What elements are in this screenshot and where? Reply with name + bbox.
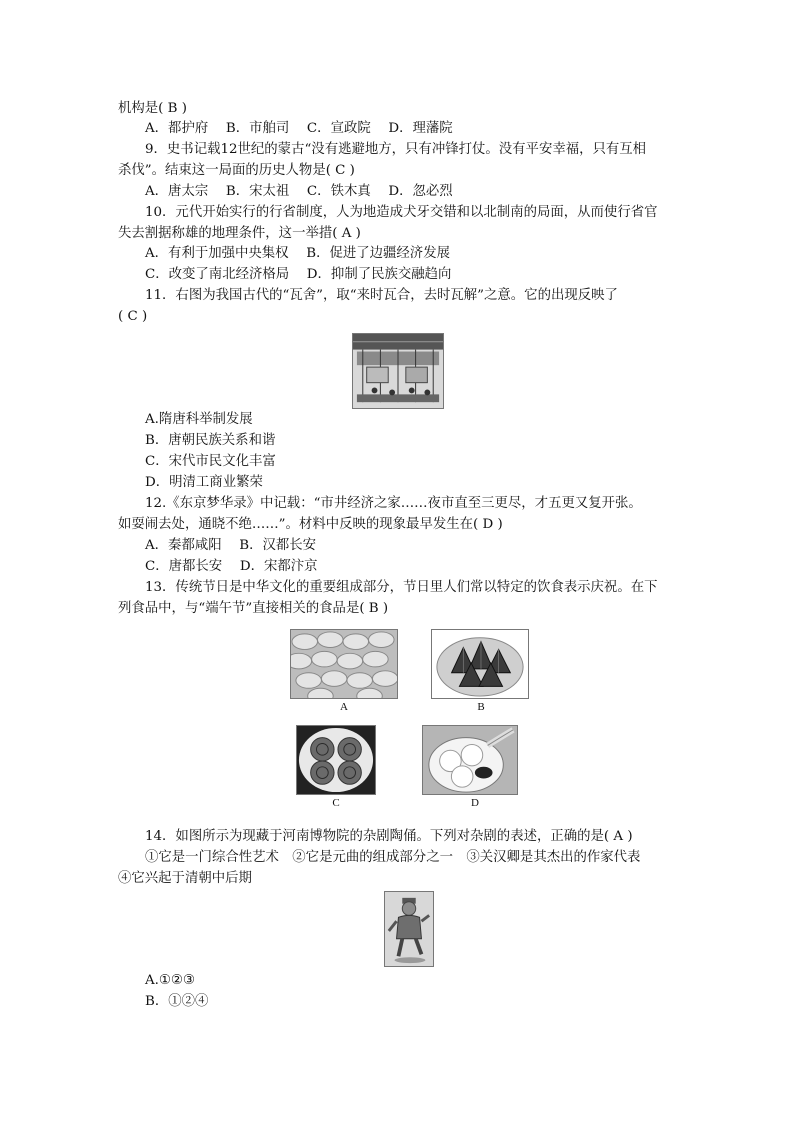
q10-stem-cont: 失去割据称雄的地理条件，这一举措( A ) <box>118 226 361 241</box>
q12-stem: 12.《东京梦华录》中记载：“市井经济之家……夜市直至三更尽，才五更又复开张。 <box>145 496 642 511</box>
food-caption-d: D <box>471 797 479 809</box>
q13-stem-cont: 列食品中，与“端午节”直接相关的食品是( B ) <box>118 601 389 616</box>
food-photo-a-dumplings <box>290 629 398 699</box>
q9-options: A．唐太宗 B．宋太祖 C．铁木真 D．忽必烈 <box>145 184 453 199</box>
q11-option-c: C．宋代市民文化丰富 <box>145 454 276 469</box>
q14-statements: ①它是一门综合性艺术 ②它是元曲的组成部分之一 ③关汉卿是其杰出的作家代表 <box>145 850 641 865</box>
q12-options-cd: C．唐都长安 D．宋都汴京 <box>145 559 318 574</box>
q13-stem: 13．传统节日是中华文化的重要组成部分，节日里人们常以特定的饮食表示庆祝。在下 <box>145 580 658 595</box>
q12-stem-cont: 如耍闹去处，通晓不绝……”。材料中反映的现象最早发生在( D ) <box>118 517 503 532</box>
food-photo-c-mooncakes <box>296 725 376 795</box>
q14-stem: 14．如图所示为现藏于河南博物院的杂剧陶俑。下列对杂剧的表述，正确的是( A ) <box>145 829 633 844</box>
q11-option-b: B．唐朝民族关系和谐 <box>145 433 276 448</box>
q10-options-ab: A．有利于加强中央集权 B．促进了边疆经济发展 <box>145 246 450 261</box>
zaju-figurine-photo <box>384 891 434 967</box>
q14-option-b: B．①②④ <box>145 994 209 1009</box>
q12-options-ab: A．秦都咸阳 B．汉都长安 <box>145 538 317 553</box>
q9-stem-cont: 杀伐”。结束这一局面的历史人物是( C ) <box>118 163 355 178</box>
food-caption-a: A <box>340 701 348 713</box>
q9-stem: 9．史书记载12世纪的蒙古“没有逃避地方，只有冲锋打仗。没有平安幸福，只有互相 <box>145 142 647 157</box>
q14-option-a: A.①②③ <box>145 973 195 988</box>
food-caption-b: B <box>477 701 485 713</box>
q11-option-d: D．明清工商业繁荣 <box>145 475 263 490</box>
q11-answer: ( C ) <box>118 309 148 324</box>
q11-option-a: A.隋唐科举制发展 <box>145 412 253 427</box>
q11-stem: 11．右图为我国古代的“瓦舍”，取“来时瓦合，去时瓦解”之意。它的出现反映了 <box>145 288 618 303</box>
food-photo-d-tangyuan <box>422 725 518 795</box>
washe-illustration <box>352 333 444 409</box>
food-photo-b-zongzi <box>431 629 529 699</box>
q8-options: A．都护府 B．市舶司 C．宣政院 D．理藩院 <box>145 121 453 136</box>
food-caption-c: C <box>332 797 340 809</box>
q14-statement-4: ④它兴起于清朝中后期 <box>118 871 252 886</box>
q10-stem: 10．元代开始实行的行省制度，人为地造成犬牙交错和以北制南的局面，从而使行省官 <box>145 205 658 220</box>
q8-stem-end: 机构是( B ) <box>118 101 187 116</box>
q10-options-cd: C．改变了南北经济格局 D．抑制了民族交融趋向 <box>145 267 452 282</box>
